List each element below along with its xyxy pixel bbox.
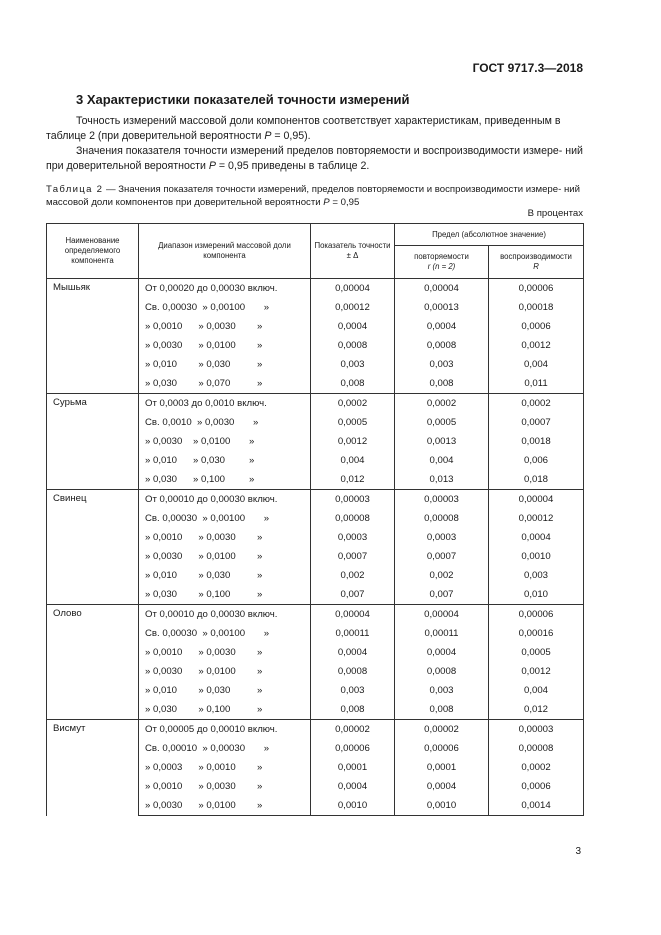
accuracy-value: 0,003 [311, 681, 395, 700]
measurement-range: От 0,00005 до 0,00010 включ. [139, 720, 311, 740]
reproducibility-value: 0,00006 [489, 279, 584, 299]
reproducibility-value: 0,0005 [489, 643, 584, 662]
table-row [47, 490, 584, 510]
component-name: Мышьяк [47, 279, 139, 394]
measurement-range: Св. 0,00030 » 0,00100 » [139, 298, 311, 317]
repeatability-value: 0,00004 [395, 279, 489, 299]
accuracy-value: 0,0007 [311, 547, 395, 566]
header-repeatability [395, 246, 489, 279]
paragraph-accuracy [46, 114, 583, 144]
accuracy-value: 0,00004 [311, 605, 395, 625]
reproducibility-value: 0,0006 [489, 317, 584, 336]
component-name: Сурьма [47, 394, 139, 490]
reproducibility-value: 0,0010 [489, 547, 584, 566]
accuracy-value: 0,00002 [311, 720, 395, 740]
table-caption-label: Таблица 2 [46, 184, 104, 195]
reproducibility-value: 0,0004 [489, 528, 584, 547]
component-name: Свинец [47, 490, 139, 605]
reproducibility-value: 0,003 [489, 566, 584, 585]
header-reproducibility-symbol: R [533, 262, 539, 271]
measurement-range: От 0,00010 до 0,00030 включ. [139, 605, 311, 625]
measurement-range: » 0,0010 » 0,0030 » [139, 528, 311, 547]
accuracy-table [46, 223, 584, 816]
reproducibility-value: 0,018 [489, 470, 584, 490]
repeatability-value: 0,008 [395, 700, 489, 720]
repeatability-value: 0,004 [395, 451, 489, 470]
reproducibility-value: 0,0012 [489, 662, 584, 681]
accuracy-value: 0,0002 [311, 394, 395, 414]
table-units: В процентах [527, 208, 583, 219]
reproducibility-value: 0,004 [489, 355, 584, 374]
measurement-range: » 0,010 » 0,030 » [139, 566, 311, 585]
measurement-range: » 0,0010 » 0,0030 » [139, 777, 311, 796]
accuracy-value: 0,002 [311, 566, 395, 585]
measurement-range: » 0,0030 » 0,0100 » [139, 336, 311, 355]
measurement-range: От 0,00010 до 0,00030 включ. [139, 490, 311, 510]
reproducibility-value: 0,0014 [489, 796, 584, 816]
paragraph-limits [46, 144, 583, 174]
accuracy-value: 0,00003 [311, 490, 395, 510]
table-caption-text: — Значения показателя точности измерений, пределов повторяемости и воспроизводимости измере- [106, 184, 562, 195]
probability-symbol: P [208, 160, 216, 172]
accuracy-value: 0,003 [311, 355, 395, 374]
repeatability-value: 0,00003 [395, 490, 489, 510]
repeatability-value: 0,0008 [395, 336, 489, 355]
reproducibility-value: 0,00018 [489, 298, 584, 317]
repeatability-value: 0,0003 [395, 528, 489, 547]
reproducibility-value: 0,012 [489, 700, 584, 720]
repeatability-value: 0,0007 [395, 547, 489, 566]
repeatability-value: 0,003 [395, 355, 489, 374]
accuracy-value: 0,00006 [311, 739, 395, 758]
header-reproducibility-label: воспроизводимости [500, 252, 572, 261]
repeatability-value: 0,0013 [395, 432, 489, 451]
measurement-range: Св. 0,00030 » 0,00100 » [139, 624, 311, 643]
accuracy-value: 0,00004 [311, 279, 395, 299]
repeatability-value: 0,0001 [395, 758, 489, 777]
paragraph-text: = 0,95 приведены в таблице 2. [218, 160, 370, 172]
measurement-range: » 0,0030 » 0,0100 » [139, 547, 311, 566]
measurement-range: » 0,030 » 0,100 » [139, 470, 311, 490]
component-name: Висмут [47, 720, 139, 816]
repeatability-value: 0,013 [395, 470, 489, 490]
accuracy-value: 0,0012 [311, 432, 395, 451]
reproducibility-value: 0,0012 [489, 336, 584, 355]
probability-symbol: P [264, 130, 272, 142]
repeatability-value: 0,0005 [395, 413, 489, 432]
document-code: ГОСТ 9717.3—2018 [472, 61, 583, 75]
repeatability-value: 0,008 [395, 374, 489, 394]
accuracy-value: 0,007 [311, 585, 395, 605]
accuracy-value: 0,008 [311, 374, 395, 394]
repeatability-value: 0,00002 [395, 720, 489, 740]
accuracy-value: 0,00011 [311, 624, 395, 643]
measurement-range: Св. 0,0010 » 0,0030 » [139, 413, 311, 432]
repeatability-value: 0,002 [395, 566, 489, 585]
header-component: Наименование определяемого компонента [47, 224, 139, 279]
accuracy-value: 0,0004 [311, 643, 395, 662]
repeatability-value: 0,003 [395, 681, 489, 700]
repeatability-value: 0,00004 [395, 605, 489, 625]
repeatability-value: 0,0004 [395, 777, 489, 796]
reproducibility-value: 0,00006 [489, 605, 584, 625]
measurement-range: » 0,030 » 0,100 » [139, 700, 311, 720]
repeatability-value: 0,00013 [395, 298, 489, 317]
accuracy-value: 0,00012 [311, 298, 395, 317]
accuracy-value: 0,00008 [311, 509, 395, 528]
reproducibility-value: 0,0002 [489, 394, 584, 414]
measurement-range: » 0,0003 » 0,0010 » [139, 758, 311, 777]
reproducibility-value: 0,006 [489, 451, 584, 470]
accuracy-value: 0,004 [311, 451, 395, 470]
measurement-range: » 0,0030 » 0,0100 » [139, 796, 311, 816]
reproducibility-value: 0,00003 [489, 720, 584, 740]
reproducibility-value: 0,004 [489, 681, 584, 700]
reproducibility-value: 0,0006 [489, 777, 584, 796]
accuracy-value: 0,0005 [311, 413, 395, 432]
measurement-range: » 0,0030 » 0,0100 » [139, 662, 311, 681]
reproducibility-value: 0,00004 [489, 490, 584, 510]
repeatability-value: 0,0004 [395, 643, 489, 662]
paragraph-text: ний при доверительной вероятности [46, 145, 583, 172]
measurement-range: Св. 0,00030 » 0,00100 » [139, 509, 311, 528]
paragraph-text: Значения показателя точности измерений пределов повторяемости и воспроизводимости измере- [76, 145, 563, 157]
paragraph-text: = 0,95). [274, 130, 311, 142]
accuracy-value: 0,0004 [311, 777, 395, 796]
reproducibility-value: 0,010 [489, 585, 584, 605]
table-caption [46, 183, 583, 209]
paragraph-text: Точность измерений массовой доли компонентов соответствует характеристикам, приведенным в [76, 115, 561, 127]
paragraph-text: таблице 2 (при доверительной вероятности [46, 130, 262, 142]
table-caption-text: ний массовой доли компонентов при доверительной вероятности [46, 184, 581, 208]
reproducibility-value: 0,00016 [489, 624, 584, 643]
accuracy-value: 0,0010 [311, 796, 395, 816]
repeatability-value: 0,0008 [395, 662, 489, 681]
accuracy-value: 0,0003 [311, 528, 395, 547]
measurement-range: » 0,030 » 0,100 » [139, 585, 311, 605]
accuracy-value: 0,0004 [311, 317, 395, 336]
measurement-range: » 0,010 » 0,030 » [139, 681, 311, 700]
table-row [47, 279, 584, 299]
reproducibility-value: 0,00012 [489, 509, 584, 528]
table-body [47, 279, 584, 816]
header-reproducibility [489, 246, 584, 279]
accuracy-value: 0,012 [311, 470, 395, 490]
reproducibility-value: 0,0018 [489, 432, 584, 451]
header-limit: Предел (абсолютное значение) [395, 224, 584, 246]
header-range: Диапазон измерений массовой доли компонента [139, 224, 311, 279]
component-name: Олово [47, 605, 139, 720]
repeatability-value: 0,0004 [395, 317, 489, 336]
repeatability-value: 0,0002 [395, 394, 489, 414]
repeatability-value: 0,0010 [395, 796, 489, 816]
section-title: 3 Характеристики показателей точности измерений [76, 92, 410, 107]
probability-symbol: P [323, 197, 330, 208]
page-number: 3 [575, 846, 581, 857]
measurement-range: Св. 0,00010 » 0,00030 » [139, 739, 311, 758]
repeatability-value: 0,00006 [395, 739, 489, 758]
measurement-range: » 0,0010 » 0,0030 » [139, 643, 311, 662]
repeatability-value: 0,00008 [395, 509, 489, 528]
measurement-range: » 0,030 » 0,070 » [139, 374, 311, 394]
repeatability-value: 0,00011 [395, 624, 489, 643]
accuracy-value: 0,0008 [311, 662, 395, 681]
accuracy-value: 0,008 [311, 700, 395, 720]
reproducibility-value: 0,00008 [489, 739, 584, 758]
table-row [47, 394, 584, 414]
reproducibility-value: 0,0002 [489, 758, 584, 777]
reproducibility-value: 0,0007 [489, 413, 584, 432]
table-row [47, 605, 584, 625]
accuracy-value: 0,0001 [311, 758, 395, 777]
measurement-range: » 0,010 » 0,030 » [139, 451, 311, 470]
repeatability-value: 0,007 [395, 585, 489, 605]
table-row [47, 720, 584, 740]
measurement-range: » 0,010 » 0,030 » [139, 355, 311, 374]
header-accuracy: Показатель точности ± Δ [311, 224, 395, 279]
accuracy-value: 0,0008 [311, 336, 395, 355]
measurement-range: От 0,00020 до 0,00030 включ. [139, 279, 311, 299]
measurement-range: От 0,0003 до 0,0010 включ. [139, 394, 311, 414]
measurement-range: » 0,0010 » 0,0030 » [139, 317, 311, 336]
measurement-range: » 0,0030 » 0,0100 » [139, 432, 311, 451]
header-repeatability-label: повторяемости [414, 252, 469, 261]
table-caption-text: = 0,95 [332, 197, 360, 208]
reproducibility-value: 0,011 [489, 374, 584, 394]
header-repeatability-symbol: r (n = 2) [427, 262, 456, 271]
